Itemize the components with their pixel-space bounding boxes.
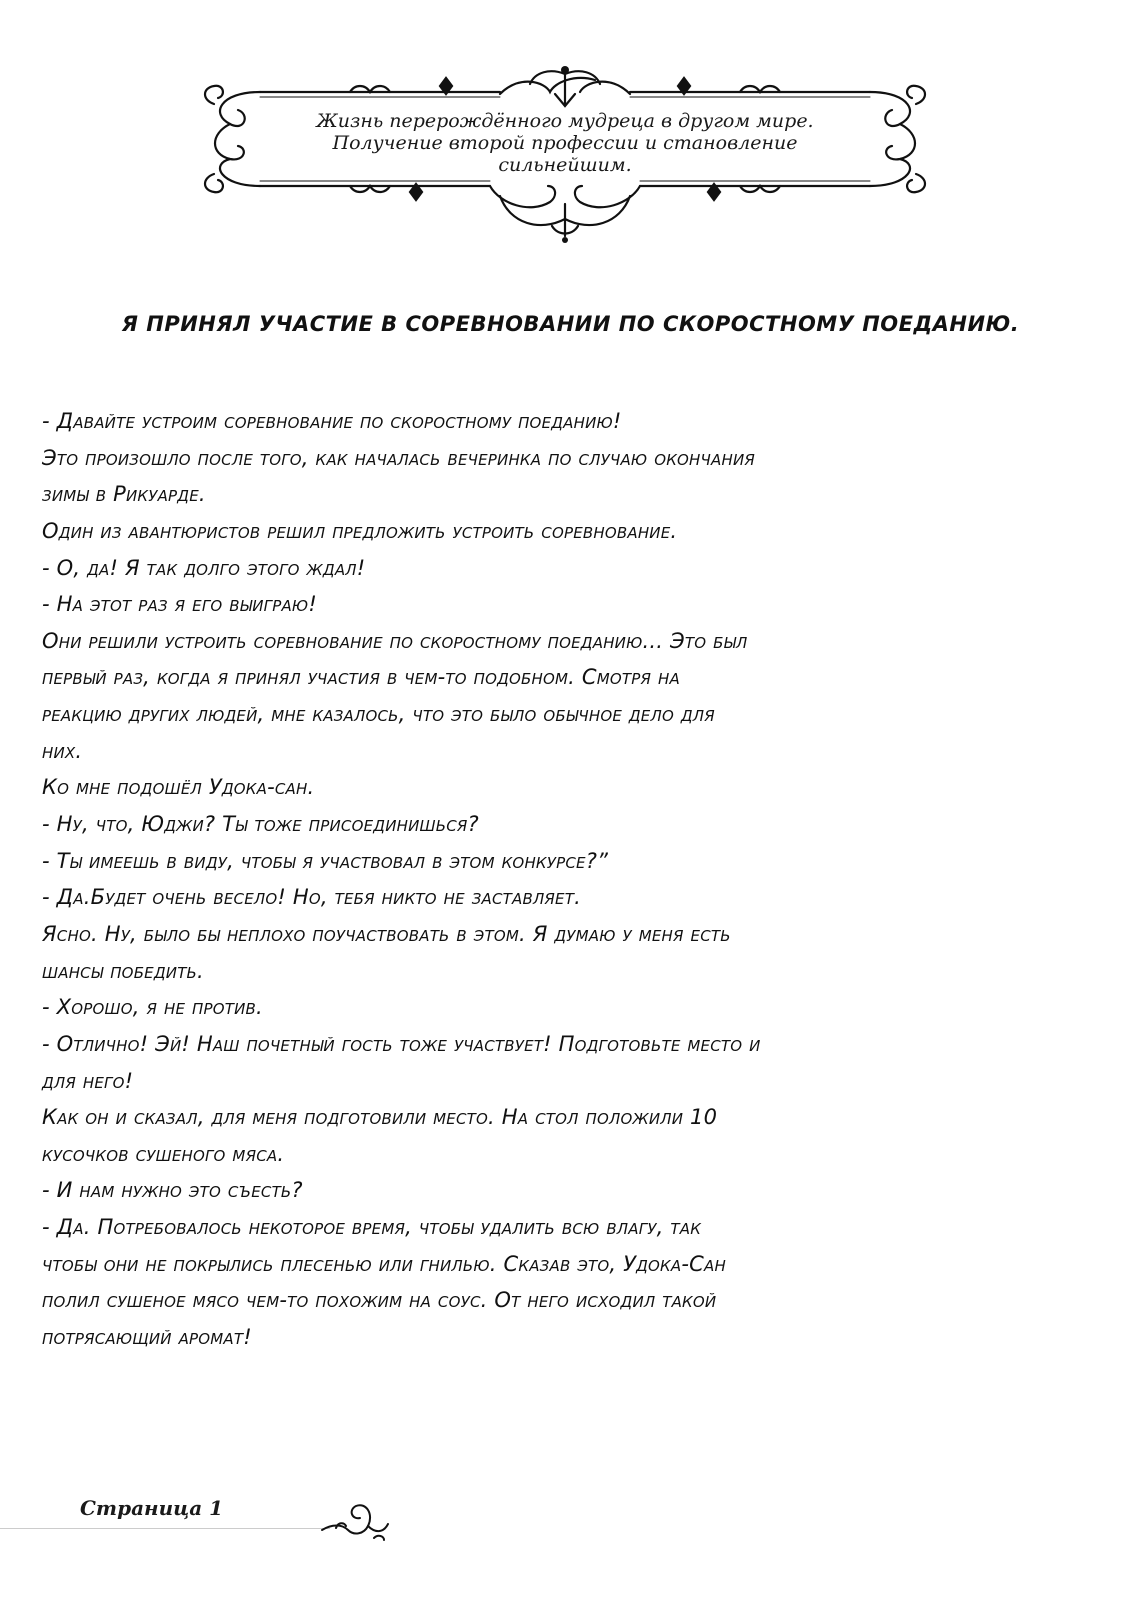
text-line: - Да.Будет очень весело! Но, тебя никто не заставляет. [42,885,581,910]
text-line: зимы в Рикуарде. [42,482,206,507]
text-line: - Да. Потребовалось некоторое время, чтобы удалить всю влагу, так [42,1215,702,1240]
header-ornament-frame [200,64,930,244]
body-text [42,403,1092,1356]
text-line: первый раз, когда я принял участия в чем-то подобном. Смотря на [42,665,680,690]
text-line: - О, да! Я так долго этого ждал! [42,555,366,580]
page-number-label: Страница 1 [80,1496,224,1520]
book-title-line: Жизнь перерождённого мудреца в другом мире. [316,110,814,132]
text-line: них. [42,738,83,763]
text-line: шансы победить. [42,958,204,983]
book-title-line: Получение второй профессии и становление [332,132,798,154]
text-line: Они решили устроить соревнование по скоростному поеданию... Это был [42,628,748,653]
page-footer [0,1488,1141,1568]
text-line: Ко мне подошёл Удока-сан. [42,775,315,800]
chapter-heading: Я ПРИНЯЛ УЧАСТИЕ В СОРЕВНОВАНИИ ПО СКОРОСТНОМУ ПОЕДАНИЮ. [121,312,1020,336]
text-line: - На этот раз я его выиграю! [42,592,317,617]
text-line: для него! [42,1068,134,1093]
text-line: - Ну, что, Юджи? Ты тоже присоединишься? [42,812,479,837]
text-line: - Отлично! Эй! Наш почетный гость тоже участвует! Подготовьте место и [42,1031,761,1056]
text-line: Ясно. Ну, было бы неплохо поучаствовать в этом. Я думаю у меня есть [42,921,731,946]
text-line: Как он и сказал, для меня подготовили место. На стол положили 10 [42,1105,718,1130]
footer-divider [0,1528,330,1529]
book-title-line: сильнейшим. [498,154,632,176]
text-line: кусочков сушеного мяса. [42,1141,285,1166]
text-line: Это произошло после того, как началась вечеринка по случаю окончания [42,445,755,470]
text-line: реакцию других людей, мне казалось, что это было обычное дело для [42,702,715,727]
text-line: - И нам нужно это съесть? [42,1178,303,1203]
text-line: потрясающий аромат! [42,1325,252,1350]
text-line: полил сушеное мясо чем-то похожим на соус. От него исходил такой [42,1288,717,1313]
text-line: Один из авантюристов решил предложить устроить соревнование. [42,518,678,543]
book-title [275,110,855,176]
text-line: - Давайте устроим соревнование по скоростному поеданию! [42,409,622,433]
flourish-icon [318,1494,398,1544]
text-line: - Ты имеешь в виду, чтобы я участвовал в этом конкурсе?” [42,848,609,873]
text-line: чтобы они не покрылись плесенью или гнилью. Сказав это, Удока-Сан [42,1251,726,1276]
text-line: - Хорошо, я не против. [42,995,263,1020]
